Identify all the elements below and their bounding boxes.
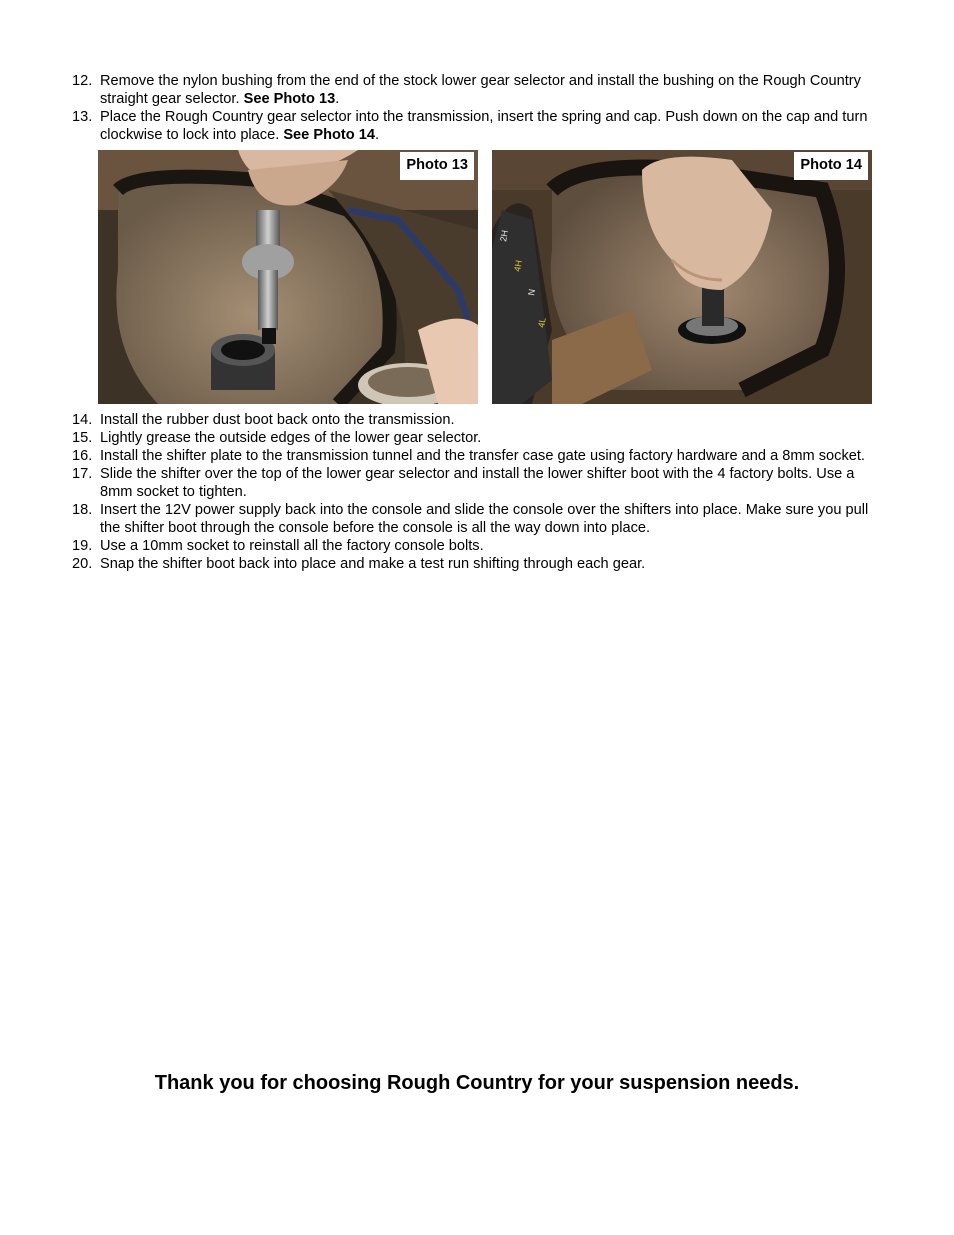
step-text: Place the Rough Country gear selector into the transmission, insert the spring and cap. Push down on the cap and turn clockwise to lock into place.: [100, 109, 868, 143]
photo-14: [492, 150, 872, 404]
step-number: 19.: [72, 538, 93, 554]
step-15: [0, 429, 954, 447]
photo-13-image: [98, 150, 478, 404]
photo-reference: See Photo 13: [243, 91, 336, 107]
step-17: [0, 465, 954, 501]
step-number: 14.: [72, 412, 93, 428]
closing-message: Thank you for choosing Rough Country for your suspension needs.: [154, 1072, 800, 1094]
step-18: [0, 501, 954, 537]
shifter-marking: 4H: [512, 259, 524, 273]
step-text: Install the shifter plate to the transmission tunnel and the transfer case gate using factory hardware and a 8mm socket.: [100, 448, 865, 464]
step-text: Lightly grease the outside edges of the lower gear selector.: [100, 430, 482, 446]
step-text: Insert the 12V power supply back into the console and slide the console over the shifters into place. Make sure you pull the shifter boot through the console before the console is all the way down into place.: [100, 502, 869, 536]
step-text: Use a 10mm socket to reinstall all the factory console bolts.: [100, 538, 484, 554]
step-13: 13. Place the Rough Country gear selector into the transmission, insert the spring and cap. Push down on the cap and turn clockwise to lock into place. See Photo 14.: [72, 109, 868, 143]
step-number: 16.: [72, 448, 93, 464]
photo-13: [98, 150, 478, 404]
shifter-marking: N: [526, 288, 538, 297]
step-16: [0, 447, 954, 465]
instruction-steps-part-2: [0, 411, 954, 573]
photo-reference: See Photo 14: [283, 127, 375, 143]
photo-13-label: Photo 13: [400, 152, 474, 180]
photo-14-label: Photo 14: [794, 152, 868, 180]
shifter-marking: 2H: [498, 229, 510, 243]
step-number: 17.: [72, 466, 93, 482]
step-text: Install the rubber dust boot back onto the transmission.: [100, 412, 455, 428]
step-12: 12. Remove the nylon bushing from the end of the stock lower gear selector and install the bushing on the Rough Country straight gear selector. See Photo 13.: [72, 73, 861, 107]
step-number: 15.: [72, 430, 93, 446]
step-text: Snap the shifter boot back into place and make a test run shifting through each gear.: [100, 556, 646, 572]
step-number: 20.: [72, 556, 93, 572]
step-14: [0, 411, 954, 429]
step-text: Slide the shifter over the top of the lower gear selector and install the lower shifter boot with the 4 factory bolts. Use a 8mm socket to tighten.: [100, 466, 855, 500]
photo-14-image: [492, 150, 872, 404]
step-number: 12.: [72, 73, 93, 89]
step-text: Remove the nylon bushing from the end of the stock lower gear selector and install the bushing on the Rough Country straight gear selector.: [100, 73, 861, 107]
instruction-steps-part-1: [0, 72, 954, 144]
step-number: 13.: [72, 109, 93, 125]
step-20: [0, 555, 954, 573]
shifter-marking: 4L: [536, 316, 548, 329]
step-number: 18.: [72, 502, 93, 518]
step-19: [0, 537, 954, 555]
